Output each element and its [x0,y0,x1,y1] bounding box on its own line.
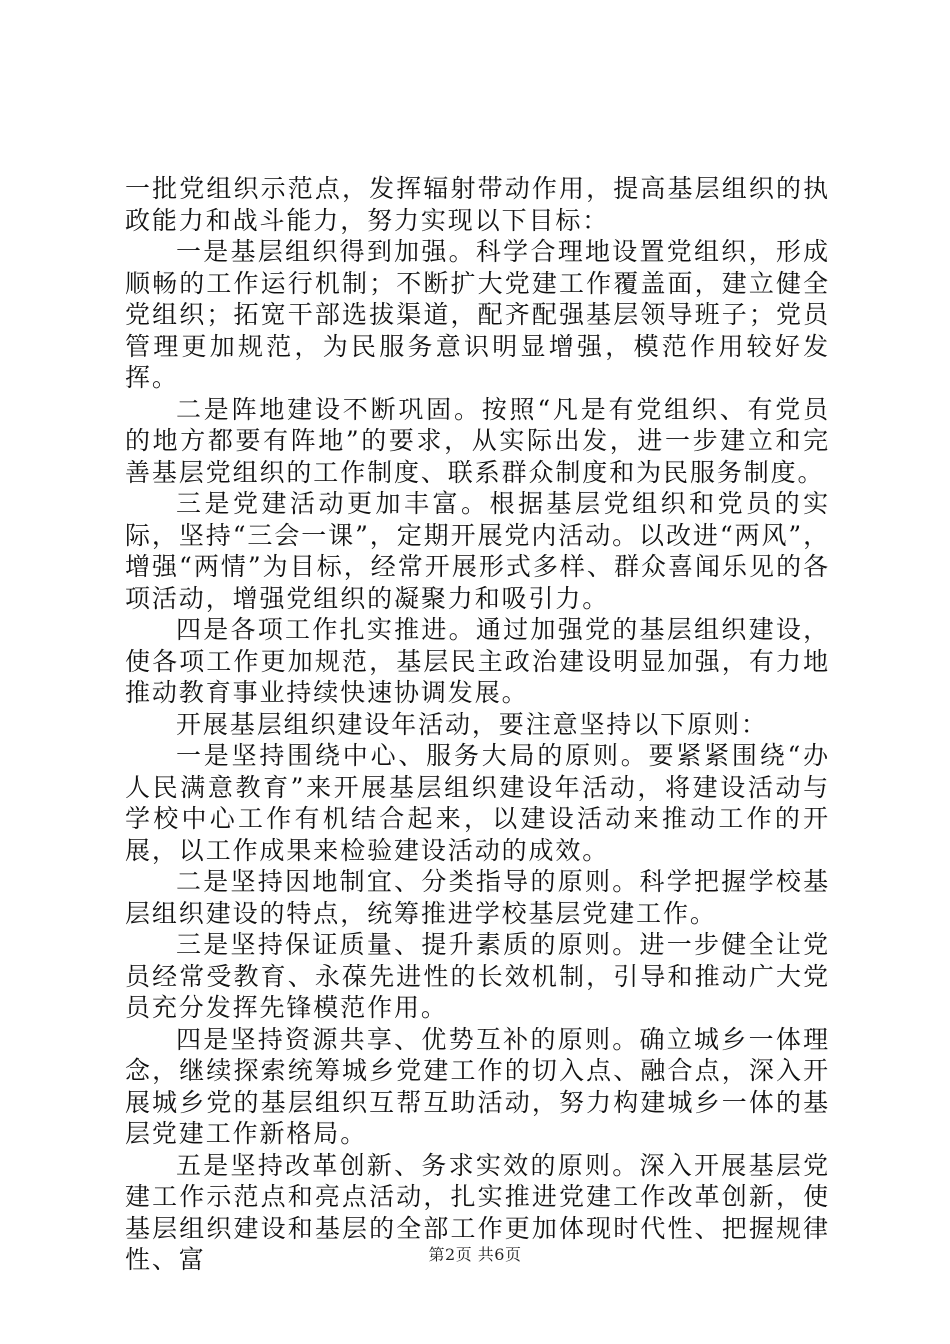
body-paragraph: 四是坚持资源共享、优势互补的原则。确立城乡一体理念，继续探索统筹城乡党建工作的切入点、融合点，深入开展城乡党的基层组织互帮互助活动，努力构建城乡一体的基层党建工作新格局。 [125,1024,830,1148]
body-paragraph: 五是坚持改革创新、务求实效的原则。深入开展基层党建工作示范点和亮点活动，扎实推进党建工作改革创新，使基层组织建设和基层的全部工作更加体现时代性、把握规律性、富 [125,1150,830,1274]
body-paragraph: 一批党组织示范点，发挥辐射带动作用，提高基层组织的执政能力和战斗能力，努力实现以下目标： [125,174,830,235]
body-paragraph: 四是各项工作扎实推进。通过加强党的基层组织建设，使各项工作更加规范，基层民主政治建设明显加强，有力地推动教育事业持续快速协调发展。 [125,615,830,707]
body-paragraph: 一是基层组织得到加强。科学合理地设置党组织，形成顺畅的工作运行机制；不断扩大党建工作覆盖面，建立健全党组织；拓宽干部选拔渠道，配齐配强基层领导班子；党员管理更加规范，为民服务意识明显增强，模范作用较好发挥。 [125,237,830,392]
document-body [125,173,830,1276]
body-paragraph: 一是坚持围绕中心、服务大局的原则。要紧紧围绕“办人民满意教育”来开展基层组织建设年活动，将建设活动与学校中心工作有机结合起来，以建设活动来推动工作的开展，以工作成果来检验建设活动的成效。 [125,741,830,865]
body-paragraph: 二是坚持因地制宜、分类指导的原则。科学把握学校基层组织建设的特点，统筹推进学校基层党建工作。 [125,867,830,928]
body-paragraph: 三是党建活动更加丰富。根据基层党组织和党员的实际，坚持“三会一课”，定期开展党内活动。以改进“两风”，增强“两情”为目标，经常开展形式多样、群众喜闻乐见的各项活动，增强党组织的凝聚力和吸引力。 [125,489,830,613]
body-paragraph: 三是坚持保证质量、提升素质的原则。进一步健全让党员经常受教育、永葆先进性的长效机制，引导和推动广大党员充分发挥先锋模范作用。 [125,930,830,1022]
page-number: 第2页 共6页 [428,1245,522,1264]
body-paragraph: 二是阵地建设不断巩固。按照“凡是有党组织、有党员的地方都要有阵地”的要求，从实际出发，进一步建立和完善基层党组织的工作制度、联系群众制度和为民服务制度。 [125,394,830,487]
page-number-footer [0,1242,950,1265]
body-paragraph: 开展基层组织建设年活动，要注意坚持以下原则： [176,709,768,739]
